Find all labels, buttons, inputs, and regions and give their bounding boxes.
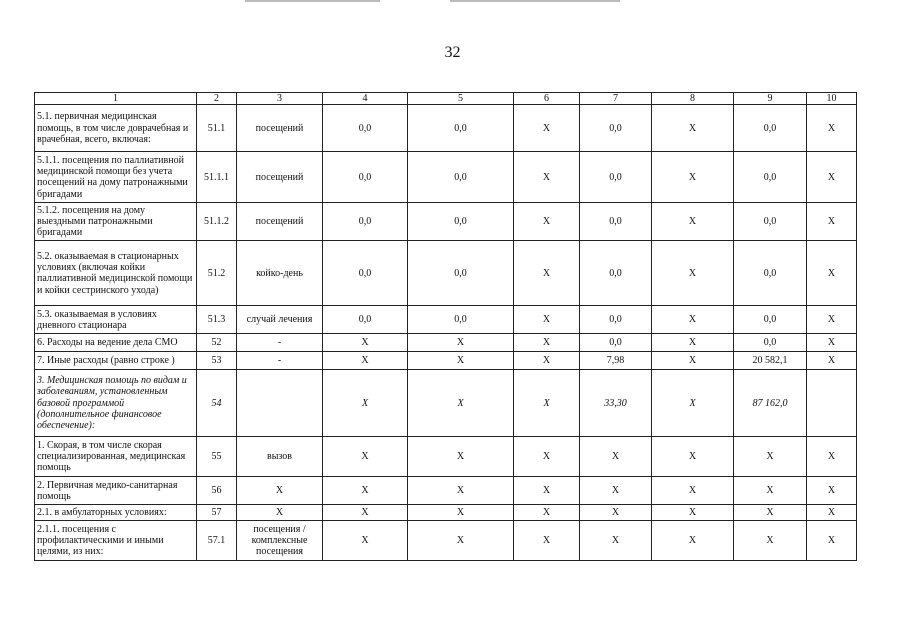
row-label: 5.1.2. посещения на дому выездными патронажными бригадами <box>35 203 197 241</box>
column-number: 3 <box>237 93 323 105</box>
column-number-row <box>35 93 857 105</box>
cell-col-4: 0,0 <box>323 203 408 241</box>
row-unit: X <box>237 477 323 505</box>
cell-col-4: 0,0 <box>323 105 408 152</box>
row-unit: койко-день <box>237 241 323 306</box>
cell-col-7: X <box>580 521 652 561</box>
column-number: 2 <box>197 93 237 105</box>
cell-col-6: X <box>514 203 580 241</box>
cell-col-8: X <box>652 241 734 306</box>
table-row <box>35 306 857 334</box>
row-unit <box>237 370 323 437</box>
cell-col-4: X <box>323 505 408 521</box>
scan-top-edge-right <box>450 0 620 2</box>
cell-col-9: 0,0 <box>734 306 807 334</box>
row-unit: посещения / комплексные посещения <box>237 521 323 561</box>
cell-col-9: 0,0 <box>734 152 807 203</box>
cell-col-7: 0,0 <box>580 306 652 334</box>
cell-col-6: X <box>514 334 580 352</box>
cell-col-6: X <box>514 505 580 521</box>
table-row <box>35 203 857 241</box>
column-number: 5 <box>408 93 514 105</box>
cell-col-8: X <box>652 203 734 241</box>
cell-col-9: 20 582,1 <box>734 352 807 370</box>
column-number: 6 <box>514 93 580 105</box>
scan-top-edge-left <box>245 0 380 2</box>
cell-col-4: X <box>323 352 408 370</box>
table-row <box>35 505 857 521</box>
table-row <box>35 521 857 561</box>
cell-col-10: X <box>807 521 857 561</box>
cell-col-10: X <box>807 241 857 306</box>
row-label: 5.1. первичная медицинская помощь, в том числе доврачебная и врачебная, всего, включая: <box>35 105 197 152</box>
cell-col-8: X <box>652 437 734 477</box>
column-number: 4 <box>323 93 408 105</box>
cell-col-4: 0,0 <box>323 152 408 203</box>
cell-col-4: X <box>323 334 408 352</box>
cell-col-5: X <box>408 477 514 505</box>
cell-col-7: 0,0 <box>580 334 652 352</box>
cell-col-8: X <box>652 477 734 505</box>
column-number: 10 <box>807 93 857 105</box>
cell-col-8: X <box>652 521 734 561</box>
cell-col-4: X <box>323 370 408 437</box>
row-label: 2.1.1. посещения с профилактическими и иными целями, из них: <box>35 521 197 561</box>
cell-col-8: X <box>652 505 734 521</box>
cell-col-10: X <box>807 203 857 241</box>
cell-col-10: X <box>807 105 857 152</box>
cell-col-9: X <box>734 505 807 521</box>
row-unit: вызов <box>237 437 323 477</box>
row-label: 3. Медицинская помощь по видам и заболеваниям, установленным базовой программой (дополнительное финансовое обеспечение): <box>35 370 197 437</box>
cell-col-7: 0,0 <box>580 105 652 152</box>
cell-col-10: X <box>807 477 857 505</box>
cell-col-10: X <box>807 306 857 334</box>
table-row <box>35 152 857 203</box>
cell-col-8: X <box>652 352 734 370</box>
cell-col-7: 0,0 <box>580 203 652 241</box>
page-number: 32 <box>444 44 461 61</box>
cell-col-9: 0,0 <box>734 334 807 352</box>
row-unit: случай лечения <box>237 306 323 334</box>
cell-col-4: X <box>323 521 408 561</box>
column-number: 8 <box>652 93 734 105</box>
cell-col-5: X <box>408 370 514 437</box>
cell-col-6: X <box>514 241 580 306</box>
cell-col-9: 87 162,0 <box>734 370 807 437</box>
column-number: 1 <box>35 93 197 105</box>
data-table <box>34 92 857 561</box>
row-label: 6. Расходы на ведение дела СМО <box>35 334 197 352</box>
row-code: 51.1.2 <box>197 203 237 241</box>
table-row <box>35 477 857 505</box>
table-row <box>35 241 857 306</box>
cell-col-10: X <box>807 334 857 352</box>
cell-col-7: 7,98 <box>580 352 652 370</box>
cell-col-7: X <box>580 477 652 505</box>
table-row <box>35 352 857 370</box>
cell-col-10 <box>807 370 857 437</box>
cell-col-6: X <box>514 477 580 505</box>
column-number: 9 <box>734 93 807 105</box>
cell-col-5: 0,0 <box>408 152 514 203</box>
table-row <box>35 105 857 152</box>
cell-col-7: 0,0 <box>580 152 652 203</box>
row-label: 7. Иные расходы (равно строке ) <box>35 352 197 370</box>
cell-col-6: X <box>514 437 580 477</box>
row-code: 56 <box>197 477 237 505</box>
row-unit: - <box>237 352 323 370</box>
cell-col-5: 0,0 <box>408 241 514 306</box>
cell-col-5: 0,0 <box>408 203 514 241</box>
cell-col-6: X <box>514 370 580 437</box>
cell-col-7: 0,0 <box>580 241 652 306</box>
row-unit: X <box>237 505 323 521</box>
row-code: 51.3 <box>197 306 237 334</box>
cell-col-6: X <box>514 352 580 370</box>
row-code: 52 <box>197 334 237 352</box>
row-code: 51.1.1 <box>197 152 237 203</box>
row-unit: - <box>237 334 323 352</box>
cell-col-10: X <box>807 437 857 477</box>
row-label: 1. Скорая, в том числе скорая специализированная, медицинская помощь <box>35 437 197 477</box>
cell-col-6: X <box>514 521 580 561</box>
cell-col-4: X <box>323 437 408 477</box>
row-unit: посещений <box>237 203 323 241</box>
cell-col-10: X <box>807 352 857 370</box>
row-code: 54 <box>197 370 237 437</box>
cell-col-5: X <box>408 352 514 370</box>
cell-col-7: X <box>580 437 652 477</box>
row-code: 57.1 <box>197 521 237 561</box>
cell-col-10: X <box>807 505 857 521</box>
cell-col-9: 0,0 <box>734 241 807 306</box>
row-code: 53 <box>197 352 237 370</box>
column-number: 7 <box>580 93 652 105</box>
table-row <box>35 334 857 352</box>
row-code: 57 <box>197 505 237 521</box>
cell-col-8: X <box>652 306 734 334</box>
row-label: 5.1.1. посещения по паллиативной медицинской помощи без учета посещений на дому патронажными бригадами <box>35 152 197 203</box>
cell-col-9: X <box>734 477 807 505</box>
row-label: 5.3. оказываемая в условиях дневного стационара <box>35 306 197 334</box>
cell-col-5: X <box>408 505 514 521</box>
cell-col-8: X <box>652 152 734 203</box>
cell-col-9: 0,0 <box>734 105 807 152</box>
cell-col-5: X <box>408 521 514 561</box>
cell-col-5: 0,0 <box>408 105 514 152</box>
cell-col-10: X <box>807 152 857 203</box>
row-code: 51.1 <box>197 105 237 152</box>
row-unit: посещений <box>237 105 323 152</box>
cell-col-9: X <box>734 437 807 477</box>
row-unit: посещений <box>237 152 323 203</box>
cell-col-5: X <box>408 334 514 352</box>
cell-col-4: X <box>323 477 408 505</box>
row-label: 5.2. оказываемая в стационарных условиях (включая койки паллиативной медицинской помощи и койки сестринского ухода) <box>35 241 197 306</box>
row-code: 55 <box>197 437 237 477</box>
cell-col-8: X <box>652 105 734 152</box>
cell-col-4: 0,0 <box>323 241 408 306</box>
table-row <box>35 437 857 477</box>
cell-col-8: X <box>652 370 734 437</box>
cell-col-7: X <box>580 505 652 521</box>
cell-col-4: 0,0 <box>323 306 408 334</box>
cell-col-5: 0,0 <box>408 306 514 334</box>
row-label: 2. Первичная медико-санитарная помощь <box>35 477 197 505</box>
row-label: 2.1. в амбулаторных условиях: <box>35 505 197 521</box>
cell-col-8: X <box>652 334 734 352</box>
cell-col-6: X <box>514 105 580 152</box>
cell-col-7: 33,30 <box>580 370 652 437</box>
cell-col-5: X <box>408 437 514 477</box>
cell-col-6: X <box>514 306 580 334</box>
table-row <box>35 370 857 437</box>
cell-col-6: X <box>514 152 580 203</box>
cell-col-9: X <box>734 521 807 561</box>
cell-col-9: 0,0 <box>734 203 807 241</box>
row-code: 51.2 <box>197 241 237 306</box>
